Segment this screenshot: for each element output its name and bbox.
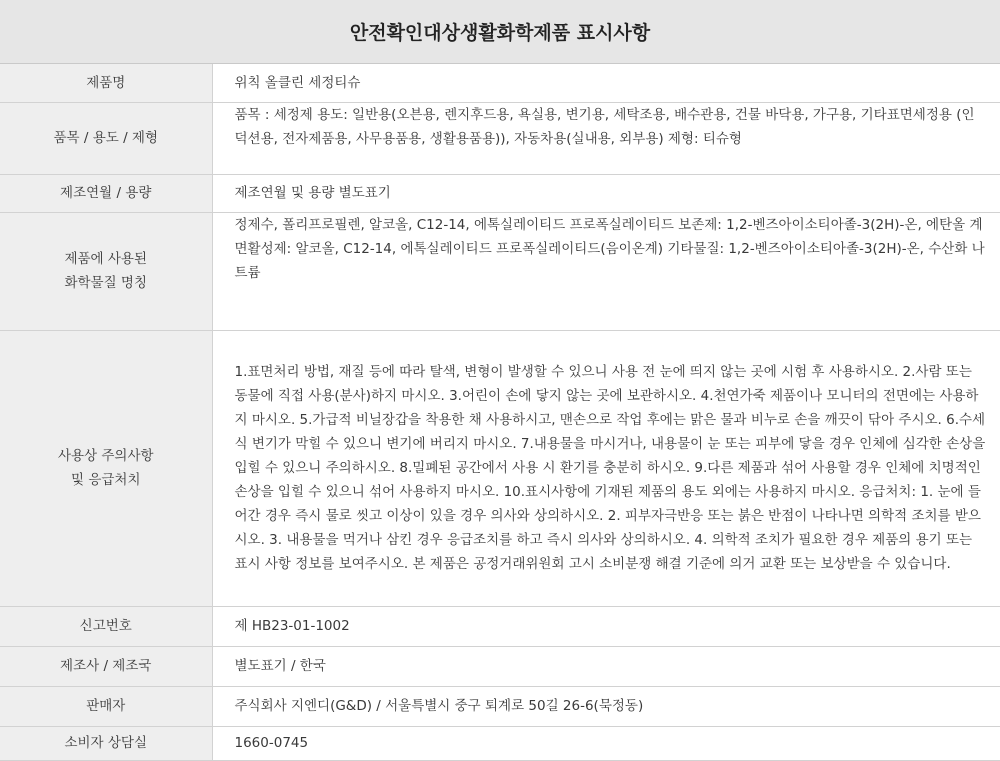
row-label <box>0 330 212 606</box>
row-label <box>0 174 212 212</box>
row-label-text: 제품에 사용된 <box>64 251 148 267</box>
row-report-number <box>0 606 1000 646</box>
row-label <box>0 606 212 646</box>
row-label-text: 품목 / 용도 / 제형 <box>53 130 158 146</box>
row-value: 별도표기 / 한국 <box>212 646 1000 686</box>
row-value: 제조연월 및 용량 별도표기 <box>212 174 1000 212</box>
row-value: 정제수, 폴리프로필렌, 알코올, C12-14, 에톡실레이티드 프로폭실레이티드 보존제: 1,2-벤즈아이소티아졸-3(2H)-온, 에탄올 계면활성제: 알코올, C12-14, 에톡실레이티드 프로폭실레이티드(음이온계) 기타물질: 1,2-벤즈아이소티아졸-3(2H)-온, 수산화 나트륨 <box>212 212 1000 330</box>
row-chemical-substances <box>0 212 1000 330</box>
label-info-table <box>0 64 1000 761</box>
row-label-text: 및 응급처치 <box>71 472 141 488</box>
row-category-usage-form <box>0 102 1000 174</box>
row-label-text: 제조사 / 제조국 <box>60 658 152 674</box>
row-value: 위칙 올클린 세정티슈 <box>212 64 1000 102</box>
row-label <box>0 646 212 686</box>
row-value: 1660-0745 <box>212 726 1000 760</box>
row-value: 주식회사 지엔디(G&D) / 서울특별시 중구 퇴계로 50길 26-6(묵정동) <box>212 686 1000 726</box>
page-title-text: 안전확인대상생활화학제품 표시사항 <box>349 22 651 44</box>
row-label-text: 제품명 <box>86 74 126 91</box>
row-label-text: 신고번호 <box>79 618 132 634</box>
row-label-text: 화학물질 명칭 <box>64 275 148 291</box>
page-title <box>0 0 1000 64</box>
row-precautions-first-aid <box>0 330 1000 606</box>
row-label-text: 사용상 주의사항 <box>57 448 154 464</box>
row-label <box>0 102 212 174</box>
row-label <box>0 212 212 330</box>
row-label <box>0 686 212 726</box>
row-consumer-center <box>0 726 1000 760</box>
row-label-text: 소비자 상담실 <box>64 735 148 751</box>
row-label <box>0 64 212 102</box>
row-label <box>0 726 212 760</box>
row-product-name <box>0 64 1000 102</box>
row-value: 제 HB23-01-1002 <box>212 606 1000 646</box>
row-manufacturer-country <box>0 646 1000 686</box>
row-value: 1.표면처리 방법, 재질 등에 따라 탈색, 변형이 발생할 수 있으니 사용 전 눈에 띄지 않는 곳에 시험 후 사용하시오. 2.사람 또는 동물에 직접 사용(분사)하지 마시오. 3.어린이 손에 닿지 않는 곳에 보관하시오. 4.천연가죽 제품이나 모니터의 전면에는 사용하지 마시오. 5.가급적 비닐장갑을 착용한 채 사용하시고, 맨손으로 작업 후에는 맑은 물과 비누로 손을 깨끗이 닦아 주시오. 6.수세식 변기가 막힐 수 있으니 변기에 버리지 마시오. 7.내용물을 마시거나, 내용물이 눈 또는 피부에 닿을 경우 인체에 심각한 손상을 입힐 수 있으니 주의하시오. 8.밀폐된 공간에서 사용 시 환기를 충분히 하시오. 9.다른 제품과 섞어 사용할 경우 인체에 치명적인 손상을 입힐 수 있으니 섞어 사용하지 마시오. 10.표시사항에 기재된 제품의 용도 외에는 사용하지 마시오. 응급처치: 1. 눈에 들어간 경우 즉시 물로 씻고 이상이 있을 경우 의사와 상의하시오. 2. 피부자극반응 또는 붉은 반점이 나타나면 의학적 조치를 받으시오. 3. 내용물을 먹거나 삼킨 경우 응급조치를 하고 즉시 의사와 상의하시오. 4. 의학적 조치가 필요한 경우 제품의 용기 또는 표시 사항 정보를 보여주시오. 본 제품은 공정거래위원회 고시 소비분쟁 해결 기준에 의거 교환 또는 보상받을 수 있습니다. <box>212 330 1000 606</box>
row-seller <box>0 686 1000 726</box>
row-label-text: 판매자 <box>86 698 126 714</box>
row-manufacture-date-capacity <box>0 174 1000 212</box>
row-label-text: 제조연월 / 용량 <box>60 185 152 201</box>
row-value: 품목 : 세정제 용도: 일반용(오븐용, 렌지후드용, 욕실용, 변기용, 세탁조용, 배수관용, 건물 바닥용, 가구용, 기타표면세정용 (인덕션용, 전자제품용, 사무용품용, 생활용품용)), 자동차용(실내용, 외부용) 제형: 티슈형 <box>212 102 1000 174</box>
